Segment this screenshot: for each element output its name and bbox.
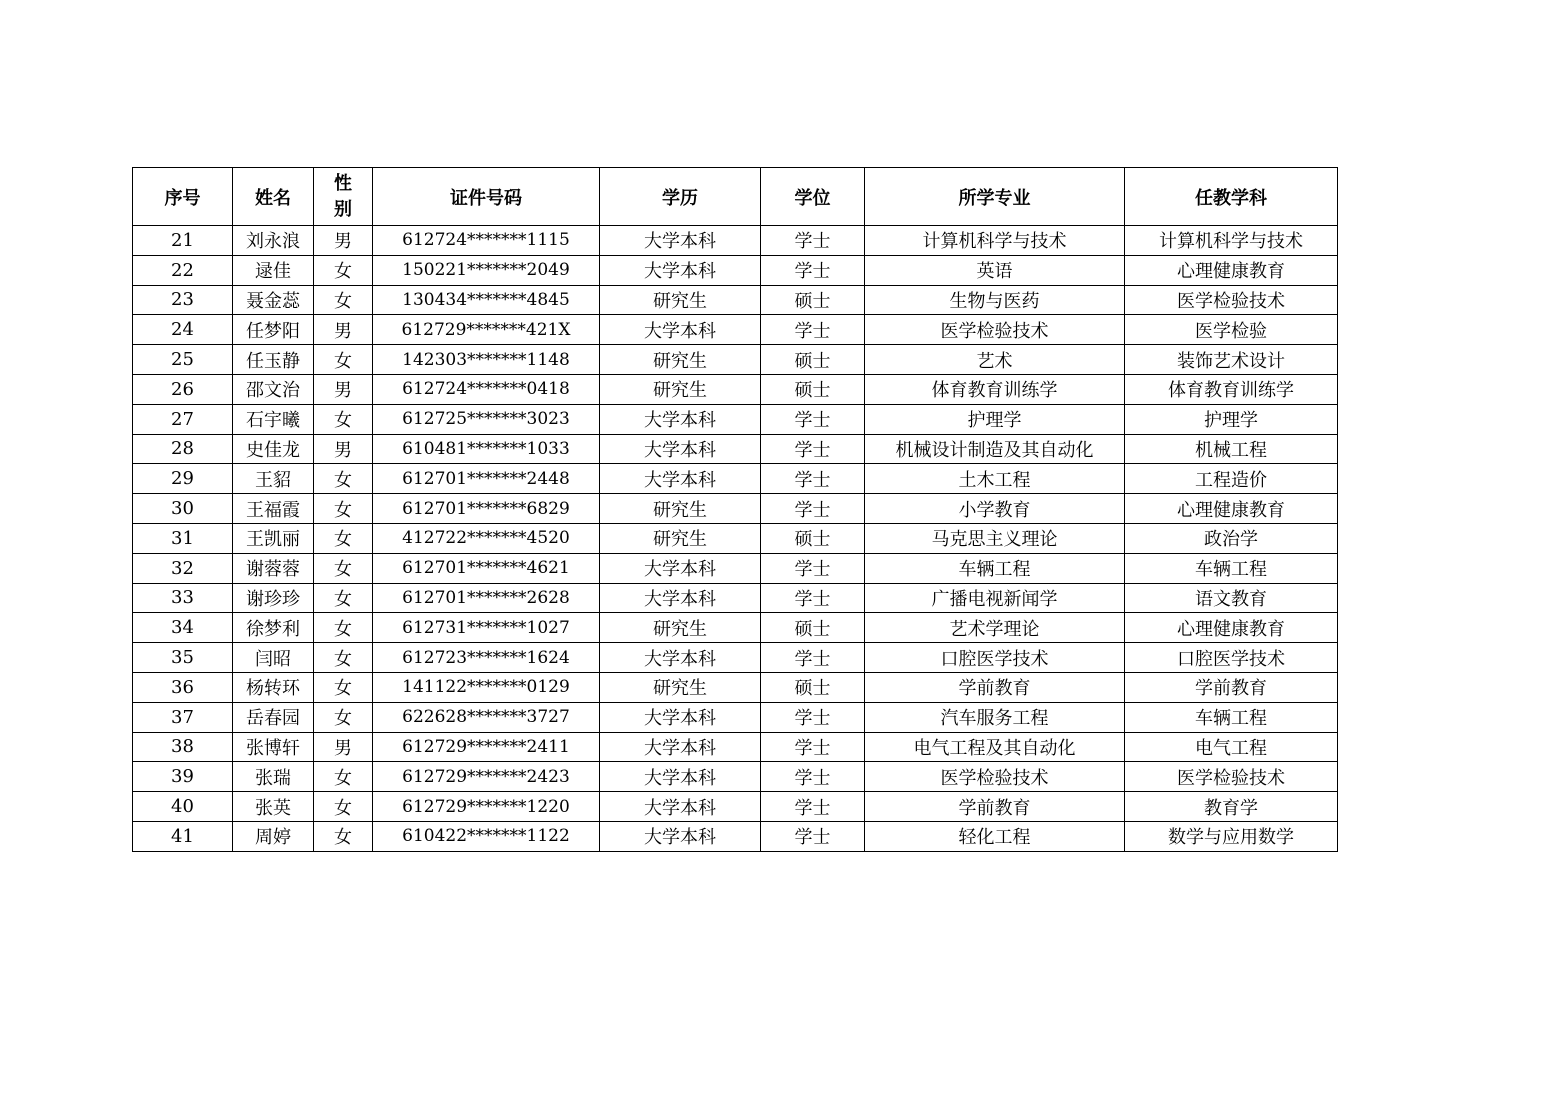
cell-education: 研究生 — [600, 374, 761, 404]
header-major: 所学专业 — [865, 168, 1125, 226]
cell-degree: 学士 — [761, 643, 865, 673]
cell-index: 37 — [133, 702, 233, 732]
cell-subject: 数学与应用数学 — [1125, 821, 1338, 851]
cell-major: 医学检验技术 — [865, 315, 1125, 345]
cell-major: 生物与医药 — [865, 285, 1125, 315]
table-row — [133, 434, 1338, 464]
cell-name: 王貂 — [233, 464, 314, 494]
cell-subject: 语文教育 — [1125, 583, 1338, 613]
cell-degree: 学士 — [761, 762, 865, 792]
table-row — [133, 374, 1338, 404]
cell-name: 任玉静 — [233, 345, 314, 375]
table-row — [133, 464, 1338, 494]
cell-major: 计算机科学与技术 — [865, 226, 1125, 256]
cell-gender: 女 — [314, 255, 373, 285]
cell-education: 研究生 — [600, 523, 761, 553]
cell-id-number: 612701*******2448 — [373, 464, 600, 494]
header-index: 序号 — [133, 168, 233, 226]
cell-name: 谢蓉蓉 — [233, 553, 314, 583]
cell-name: 谢珍珍 — [233, 583, 314, 613]
table-row — [133, 345, 1338, 375]
table-row — [133, 583, 1338, 613]
table-row — [133, 494, 1338, 524]
header-subject: 任教学科 — [1125, 168, 1338, 226]
cell-degree: 学士 — [761, 792, 865, 822]
cell-gender: 女 — [314, 553, 373, 583]
cell-subject: 心理健康教育 — [1125, 494, 1338, 524]
cell-id-number: 612701*******4621 — [373, 553, 600, 583]
cell-major: 汽车服务工程 — [865, 702, 1125, 732]
cell-degree: 学士 — [761, 226, 865, 256]
cell-index: 33 — [133, 583, 233, 613]
cell-name: 逯佳 — [233, 255, 314, 285]
cell-gender: 男 — [314, 732, 373, 762]
cell-gender: 女 — [314, 583, 373, 613]
cell-degree: 硕士 — [761, 523, 865, 553]
cell-id-number: 622628*******3727 — [373, 702, 600, 732]
cell-degree: 学士 — [761, 494, 865, 524]
cell-index: 24 — [133, 315, 233, 345]
cell-major: 体育教育训练学 — [865, 374, 1125, 404]
cell-name: 聂金蕊 — [233, 285, 314, 315]
cell-major: 小学教育 — [865, 494, 1125, 524]
table-row — [133, 315, 1338, 345]
cell-index: 26 — [133, 374, 233, 404]
cell-subject: 护理学 — [1125, 404, 1338, 434]
cell-name: 史佳龙 — [233, 434, 314, 464]
table-row — [133, 553, 1338, 583]
cell-id-number: 612731*******1027 — [373, 613, 600, 643]
cell-id-number: 612729*******2411 — [373, 732, 600, 762]
cell-degree: 硕士 — [761, 374, 865, 404]
cell-gender: 男 — [314, 374, 373, 404]
cell-degree: 硕士 — [761, 613, 865, 643]
cell-subject: 医学检验 — [1125, 315, 1338, 345]
cell-name: 闫昭 — [233, 643, 314, 673]
cell-subject: 电气工程 — [1125, 732, 1338, 762]
cell-id-number: 612729*******2423 — [373, 762, 600, 792]
cell-education: 大学本科 — [600, 792, 761, 822]
cell-subject: 计算机科学与技术 — [1125, 226, 1338, 256]
cell-id-number: 612729*******1220 — [373, 792, 600, 822]
cell-education: 大学本科 — [600, 583, 761, 613]
cell-name: 王福霞 — [233, 494, 314, 524]
cell-education: 大学本科 — [600, 732, 761, 762]
cell-major: 轻化工程 — [865, 821, 1125, 851]
cell-id-number: 150221*******2049 — [373, 255, 600, 285]
cell-id-number: 412722*******4520 — [373, 523, 600, 553]
cell-name: 任梦阳 — [233, 315, 314, 345]
cell-major: 护理学 — [865, 404, 1125, 434]
cell-index: 30 — [133, 494, 233, 524]
cell-degree: 学士 — [761, 583, 865, 613]
table-row — [133, 404, 1338, 434]
cell-major: 电气工程及其自动化 — [865, 732, 1125, 762]
table-row — [133, 643, 1338, 673]
table-row — [133, 226, 1338, 256]
cell-degree: 学士 — [761, 732, 865, 762]
cell-major: 学前教育 — [865, 672, 1125, 702]
cell-subject: 装饰艺术设计 — [1125, 345, 1338, 375]
table-row — [133, 702, 1338, 732]
cell-major: 医学检验技术 — [865, 762, 1125, 792]
cell-education: 大学本科 — [600, 553, 761, 583]
cell-subject: 工程造价 — [1125, 464, 1338, 494]
cell-id-number: 610481*******1033 — [373, 434, 600, 464]
cell-major: 学前教育 — [865, 792, 1125, 822]
cell-subject: 车辆工程 — [1125, 553, 1338, 583]
cell-subject: 车辆工程 — [1125, 702, 1338, 732]
cell-index: 39 — [133, 762, 233, 792]
cell-major: 马克思主义理论 — [865, 523, 1125, 553]
table-row — [133, 285, 1338, 315]
cell-major: 广播电视新闻学 — [865, 583, 1125, 613]
cell-index: 29 — [133, 464, 233, 494]
cell-index: 23 — [133, 285, 233, 315]
header-row — [133, 168, 1338, 226]
cell-subject: 医学检验技术 — [1125, 762, 1338, 792]
cell-major: 土木工程 — [865, 464, 1125, 494]
cell-name: 邵文治 — [233, 374, 314, 404]
cell-name: 岳春园 — [233, 702, 314, 732]
table-row — [133, 762, 1338, 792]
cell-gender: 女 — [314, 285, 373, 315]
cell-subject: 体育教育训练学 — [1125, 374, 1338, 404]
cell-name: 张英 — [233, 792, 314, 822]
cell-education: 研究生 — [600, 672, 761, 702]
cell-degree: 学士 — [761, 315, 865, 345]
cell-education: 研究生 — [600, 345, 761, 375]
table-row — [133, 672, 1338, 702]
cell-name: 张博轩 — [233, 732, 314, 762]
cell-name: 徐梦利 — [233, 613, 314, 643]
cell-gender: 女 — [314, 464, 373, 494]
cell-gender: 女 — [314, 523, 373, 553]
cell-degree: 学士 — [761, 404, 865, 434]
cell-gender: 女 — [314, 821, 373, 851]
cell-id-number: 141122*******0129 — [373, 672, 600, 702]
cell-id-number: 612724*******0418 — [373, 374, 600, 404]
cell-major: 车辆工程 — [865, 553, 1125, 583]
cell-index: 22 — [133, 255, 233, 285]
cell-name: 刘永浪 — [233, 226, 314, 256]
header-id-number: 证件号码 — [373, 168, 600, 226]
cell-index: 28 — [133, 434, 233, 464]
cell-index: 34 — [133, 613, 233, 643]
cell-index: 32 — [133, 553, 233, 583]
cell-id-number: 612725*******3023 — [373, 404, 600, 434]
cell-index: 38 — [133, 732, 233, 762]
header-name: 姓名 — [233, 168, 314, 226]
cell-subject: 政治学 — [1125, 523, 1338, 553]
cell-index: 31 — [133, 523, 233, 553]
cell-gender: 男 — [314, 226, 373, 256]
cell-subject: 教育学 — [1125, 792, 1338, 822]
header-gender: 性别 — [314, 168, 373, 226]
cell-id-number: 612701*******6829 — [373, 494, 600, 524]
cell-gender: 女 — [314, 494, 373, 524]
cell-subject: 心理健康教育 — [1125, 613, 1338, 643]
cell-name: 王凯丽 — [233, 523, 314, 553]
cell-name: 张瑞 — [233, 762, 314, 792]
cell-major: 艺术学理论 — [865, 613, 1125, 643]
cell-gender: 女 — [314, 762, 373, 792]
cell-gender: 女 — [314, 672, 373, 702]
cell-education: 大学本科 — [600, 821, 761, 851]
cell-id-number: 612724*******1115 — [373, 226, 600, 256]
cell-education: 大学本科 — [600, 434, 761, 464]
cell-index: 25 — [133, 345, 233, 375]
cell-gender: 女 — [314, 702, 373, 732]
cell-education: 大学本科 — [600, 464, 761, 494]
cell-degree: 学士 — [761, 434, 865, 464]
cell-id-number: 612701*******2628 — [373, 583, 600, 613]
cell-degree: 学士 — [761, 553, 865, 583]
cell-gender: 男 — [314, 434, 373, 464]
cell-id-number: 142303*******1148 — [373, 345, 600, 375]
staff-table — [132, 167, 1338, 852]
cell-major: 机械设计制造及其自动化 — [865, 434, 1125, 464]
header-education: 学历 — [600, 168, 761, 226]
cell-education: 大学本科 — [600, 762, 761, 792]
cell-index: 21 — [133, 226, 233, 256]
cell-gender: 男 — [314, 315, 373, 345]
cell-education: 大学本科 — [600, 226, 761, 256]
cell-index: 36 — [133, 672, 233, 702]
header-degree: 学位 — [761, 168, 865, 226]
cell-education: 大学本科 — [600, 255, 761, 285]
cell-degree: 硕士 — [761, 672, 865, 702]
cell-subject: 机械工程 — [1125, 434, 1338, 464]
table-row — [133, 613, 1338, 643]
table-row — [133, 792, 1338, 822]
cell-gender: 女 — [314, 792, 373, 822]
cell-education: 研究生 — [600, 613, 761, 643]
cell-degree: 硕士 — [761, 345, 865, 375]
cell-major: 口腔医学技术 — [865, 643, 1125, 673]
cell-degree: 硕士 — [761, 285, 865, 315]
cell-education: 大学本科 — [600, 404, 761, 434]
cell-gender: 女 — [314, 345, 373, 375]
cell-index: 41 — [133, 821, 233, 851]
cell-name: 杨转环 — [233, 672, 314, 702]
table-row — [133, 255, 1338, 285]
cell-id-number: 612723*******1624 — [373, 643, 600, 673]
cell-id-number: 130434*******4845 — [373, 285, 600, 315]
table-row — [133, 821, 1338, 851]
cell-name: 石宇曦 — [233, 404, 314, 434]
cell-degree: 学士 — [761, 464, 865, 494]
cell-degree: 学士 — [761, 255, 865, 285]
cell-index: 40 — [133, 792, 233, 822]
table-row — [133, 523, 1338, 553]
cell-id-number: 610422*******1122 — [373, 821, 600, 851]
cell-degree: 学士 — [761, 821, 865, 851]
cell-gender: 女 — [314, 404, 373, 434]
cell-major: 艺术 — [865, 345, 1125, 375]
cell-index: 27 — [133, 404, 233, 434]
cell-education: 大学本科 — [600, 702, 761, 732]
cell-education: 研究生 — [600, 494, 761, 524]
cell-id-number: 612729*******421X — [373, 315, 600, 345]
cell-index: 35 — [133, 643, 233, 673]
cell-subject: 医学检验技术 — [1125, 285, 1338, 315]
cell-name: 周婷 — [233, 821, 314, 851]
cell-gender: 女 — [314, 643, 373, 673]
table-row — [133, 732, 1338, 762]
cell-major: 英语 — [865, 255, 1125, 285]
cell-gender: 女 — [314, 613, 373, 643]
cell-subject: 学前教育 — [1125, 672, 1338, 702]
cell-education: 大学本科 — [600, 315, 761, 345]
cell-education: 研究生 — [600, 285, 761, 315]
table-body — [133, 226, 1338, 852]
cell-degree: 学士 — [761, 702, 865, 732]
cell-subject: 口腔医学技术 — [1125, 643, 1338, 673]
cell-subject: 心理健康教育 — [1125, 255, 1338, 285]
cell-education: 大学本科 — [600, 643, 761, 673]
